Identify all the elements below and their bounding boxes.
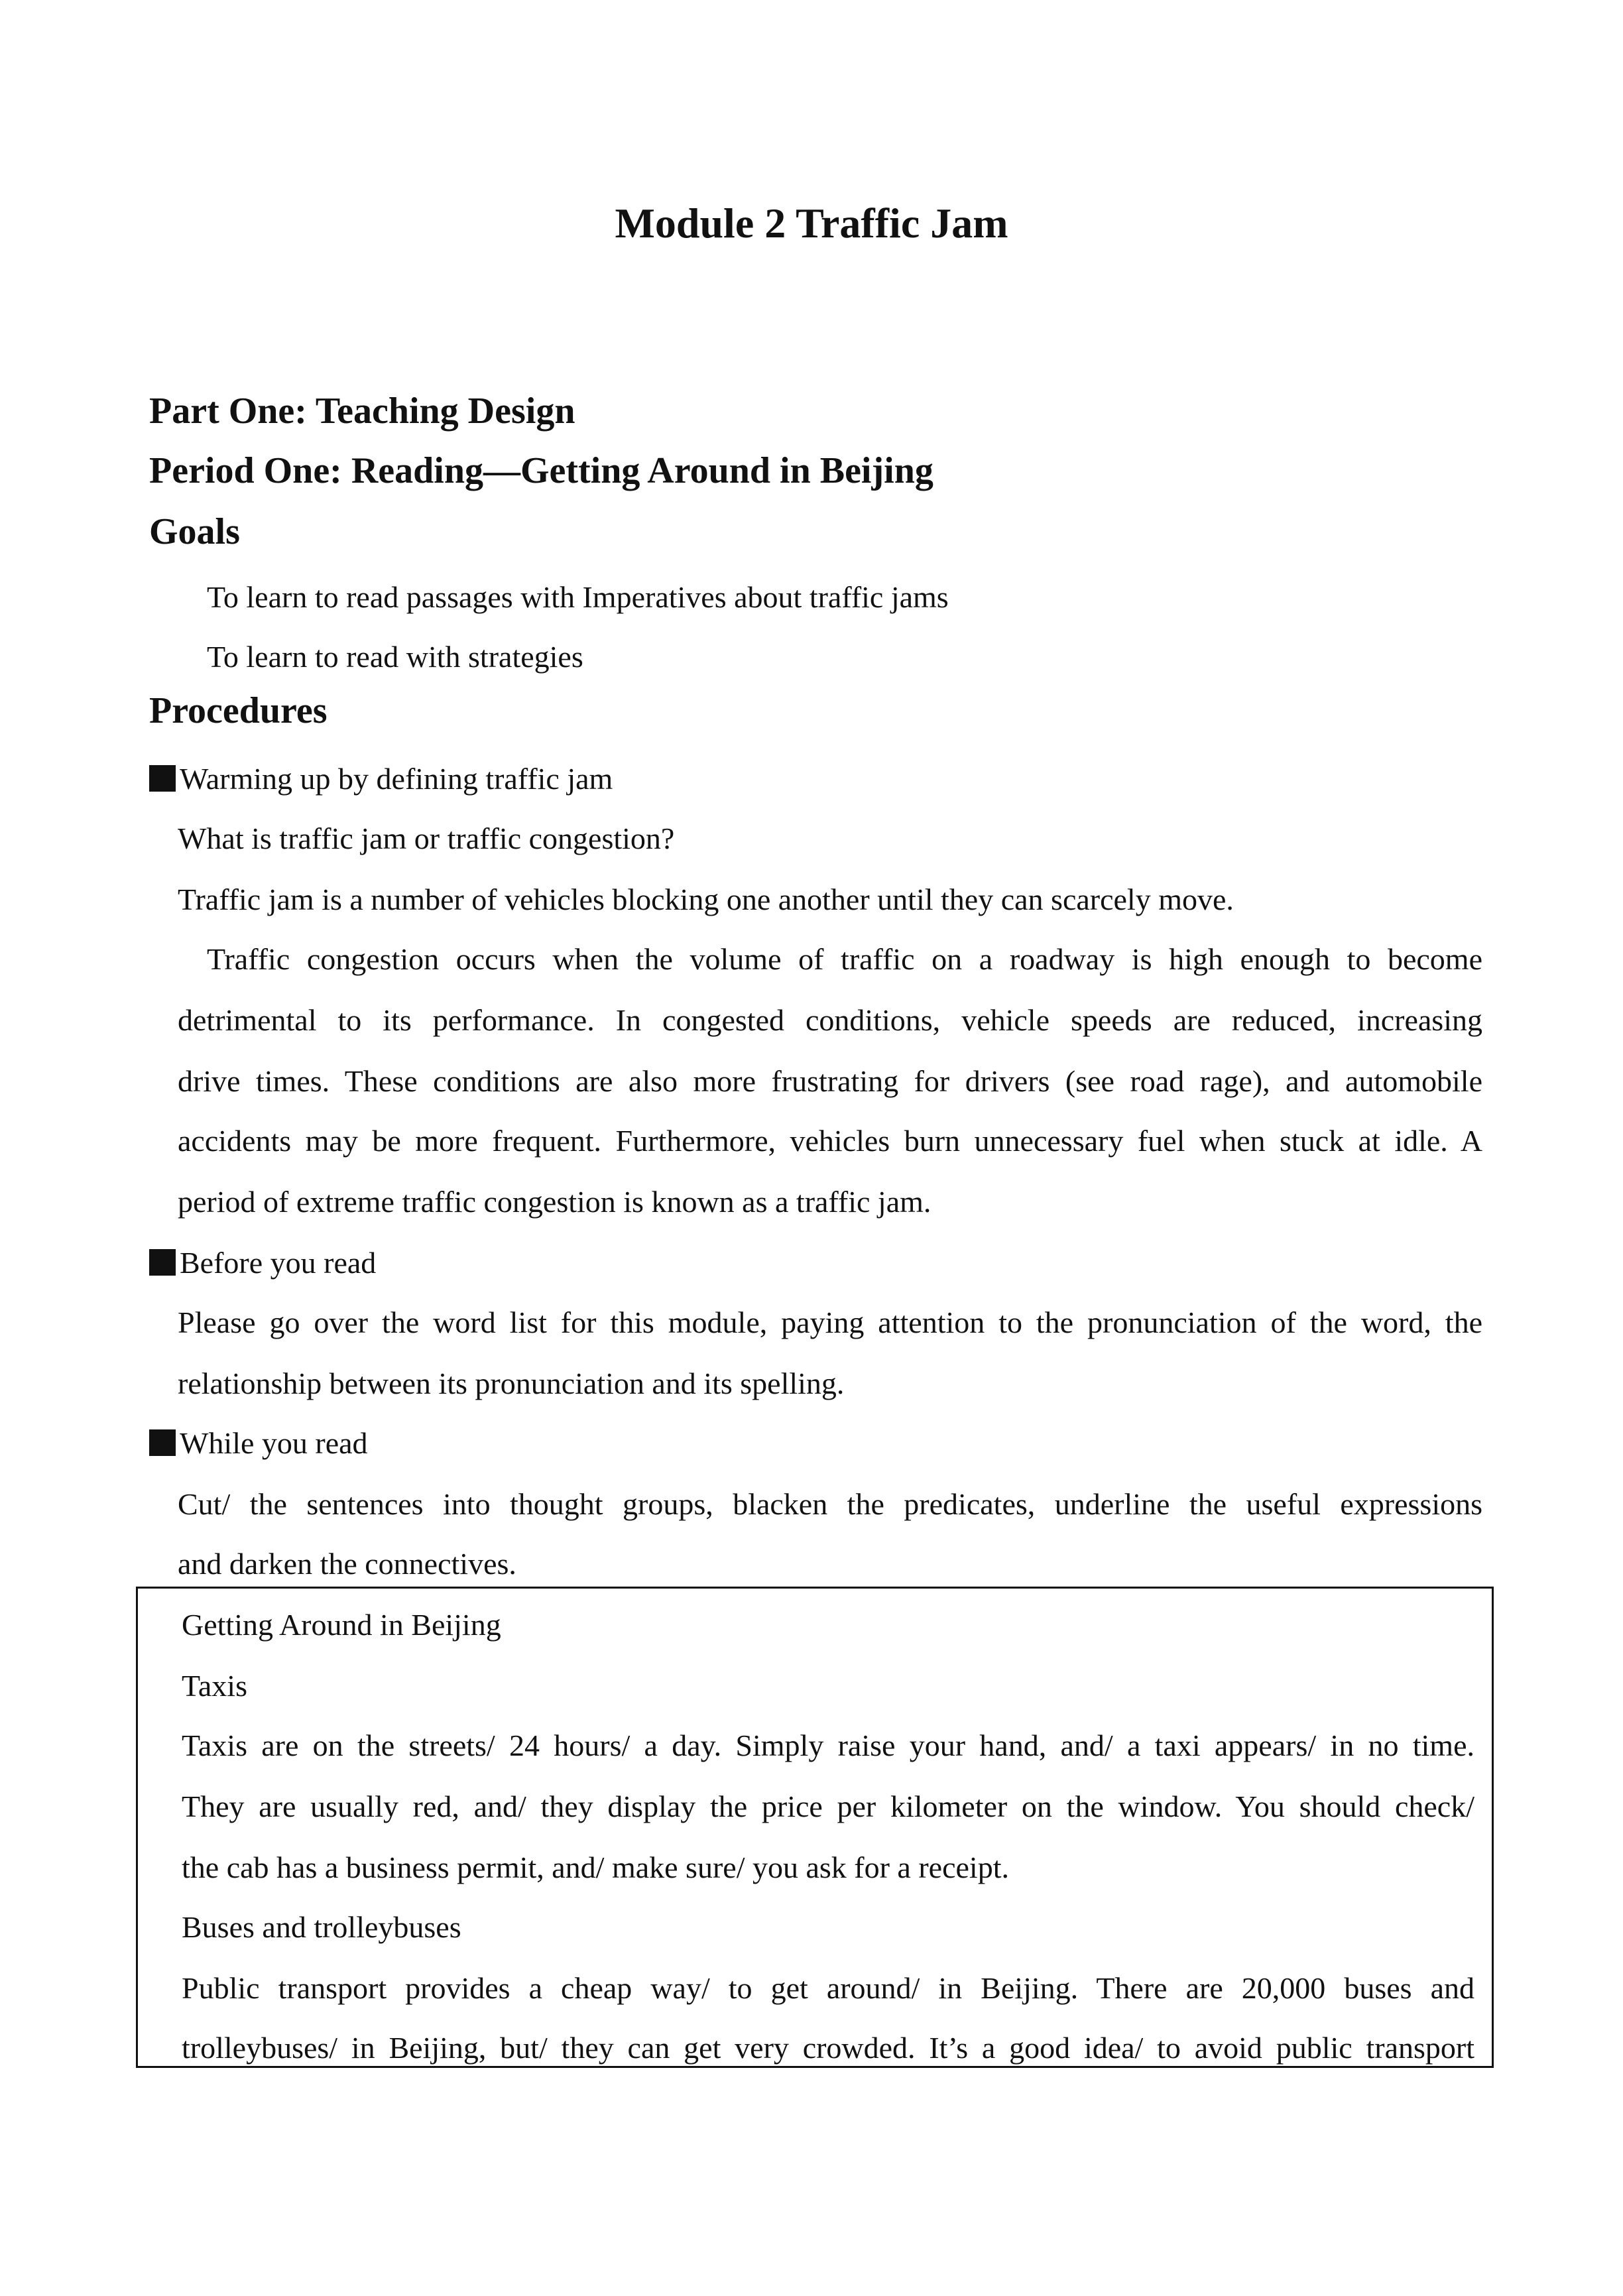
- paragraph-line: period of extreme traffic congestion is known as a traffic jam.: [178, 1185, 932, 1219]
- warming-section-title: Warming up by defining traffic jam: [149, 761, 613, 796]
- passage-line: They are usually red, and/ they display the price per kilometer on the window. You should check/: [182, 1789, 1474, 1823]
- paragraph-line: Traffic congestion occurs when the volume of traffic on a roadway is high enough to become: [207, 942, 1482, 976]
- period-heading: Period One: Reading—Getting Around in Beijing: [149, 450, 933, 491]
- warming-question: What is traffic jam or traffic congestion?: [178, 821, 675, 855]
- passage-line: Taxis are on the streets/ 24 hours/ a day. Simply raise your hand, and/ a taxi appears/ in no time.: [182, 1728, 1474, 1762]
- paragraph-line: and darken the connectives.: [178, 1547, 516, 1581]
- square-bullet-icon: [149, 1429, 176, 1456]
- part-heading: Part One: Teaching Design: [149, 391, 575, 432]
- square-bullet-icon: [149, 765, 176, 792]
- paragraph-line: Cut/ the sentences into thought groups, blacken the predicates, underline the useful expressions: [178, 1487, 1482, 1521]
- goal-item: To learn to read passages with Imperatives about traffic jams: [207, 580, 949, 614]
- paragraph-line: drive times. These conditions are also more frustrating for drivers (see road rage), and automobile: [178, 1064, 1482, 1098]
- passage-line: trolleybuses/ in Beijing, but/ they can get very crowded. It’s a good idea/ to avoid public transport: [182, 2031, 1474, 2065]
- goals-heading: Goals: [149, 511, 240, 552]
- passage-subheading-buses: Buses and trolleybuses: [182, 1910, 461, 1944]
- passage-subheading-taxis: Taxis: [182, 1669, 247, 1703]
- passage-line: Public transport provides a cheap way/ to get around/ in Beijing. There are 20,000 buses and: [182, 1971, 1474, 2005]
- paragraph-line: detrimental to its performance. In congested conditions, vehicle speeds are reduced, increasing: [178, 1003, 1482, 1037]
- passage-title: Getting Around in Beijing: [182, 1608, 501, 1642]
- goal-item: To learn to read with strategies: [207, 640, 583, 674]
- procedures-heading: Procedures: [149, 690, 328, 731]
- square-bullet-icon: [149, 1249, 176, 1276]
- passage-line: the cab has a business permit, and/ make sure/ you ask for a receipt.: [182, 1850, 1009, 1884]
- document-title: Module 2 Traffic Jam: [615, 200, 1008, 247]
- paragraph-line: accidents may be more frequent. Furthermore, vehicles burn unnecessary fuel when stuck at idle. A: [178, 1124, 1482, 1158]
- while-section-title: While you read: [149, 1425, 368, 1461]
- before-section-title: Before you read: [149, 1245, 376, 1280]
- warming-definition: Traffic jam is a number of vehicles blocking one another until they can scarcely move.: [178, 882, 1234, 916]
- paragraph-line: Please go over the word list for this module, paying attention to the pronunciation of the word, the: [178, 1305, 1482, 1339]
- paragraph-line: relationship between its pronunciation and its spelling.: [178, 1366, 845, 1400]
